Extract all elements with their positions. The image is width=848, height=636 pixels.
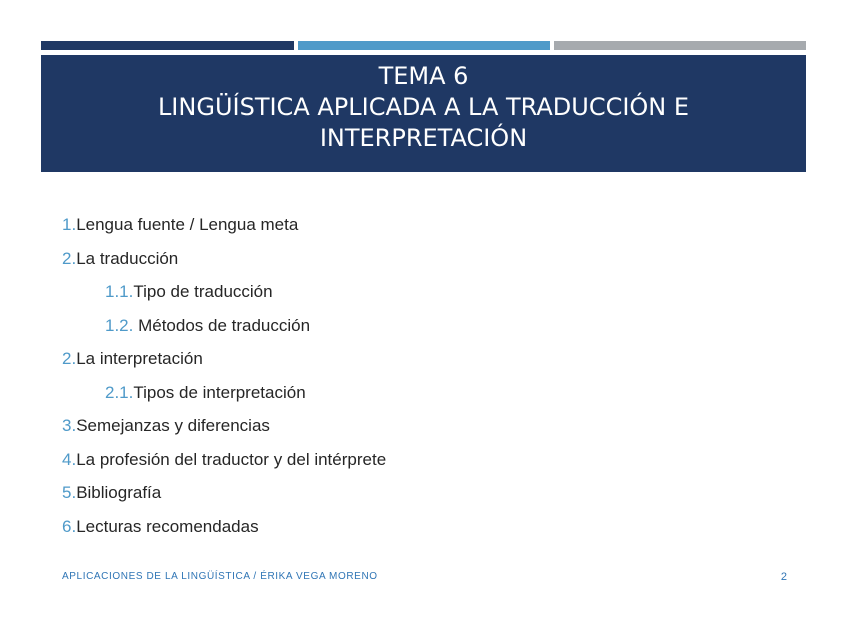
toc-text: Lengua fuente / Lengua meta xyxy=(76,215,299,234)
title-line-2: LINGÜÍSTICA APLICADA A LA TRADUCCIÓN E xyxy=(157,93,690,121)
toc-number: 2. xyxy=(62,349,77,368)
toc-text: Tipo de traducción xyxy=(133,282,273,301)
toc-text: Métodos de traducción xyxy=(133,315,311,335)
toc-number: 5. xyxy=(62,483,77,502)
toc-item xyxy=(62,412,762,446)
toc-number: 1.2. xyxy=(105,315,134,335)
toc-number: 6. xyxy=(62,516,77,536)
toc-item xyxy=(62,245,762,279)
footer-text: APLICACIONES DE LA LINGÜÍSTICA / ÉRIKA VEGA MORENO xyxy=(62,571,378,582)
toc-text: La profesión del traductor y del intérprete xyxy=(76,449,387,469)
toc-text: Lecturas recomendadas xyxy=(76,516,259,536)
toc-subitem xyxy=(62,379,762,413)
toc-number: 3. xyxy=(62,416,77,435)
toc-item xyxy=(62,345,762,379)
title-line-1: TEMA 6 xyxy=(378,62,469,90)
decorative-bar-dark xyxy=(41,41,294,50)
toc-subitem xyxy=(62,278,762,312)
toc-text: La interpretación xyxy=(76,349,203,368)
decorative-bar-blue xyxy=(298,41,550,50)
toc-text: La traducción xyxy=(76,248,179,268)
toc-item xyxy=(62,446,762,480)
toc-number: 2. xyxy=(62,248,77,268)
toc-number: 4. xyxy=(62,449,77,469)
toc-subitem xyxy=(62,312,762,346)
toc-number: 1. xyxy=(62,215,77,234)
page-number: 2 xyxy=(780,571,787,583)
toc-text: Semejanzas y diferencias xyxy=(76,416,270,435)
slide-title xyxy=(41,55,806,172)
decorative-bar-gray xyxy=(554,41,806,50)
toc-item xyxy=(62,211,762,245)
toc-text: Bibliografía xyxy=(76,483,162,502)
toc-number: 2.1. xyxy=(105,382,134,402)
title-line-3: INTERPRETACIÓN xyxy=(319,124,528,152)
toc-item xyxy=(62,479,762,513)
table-of-contents xyxy=(62,211,762,546)
toc-number: 1.1. xyxy=(105,282,134,301)
toc-item xyxy=(62,513,762,547)
toc-text: Tipos de interpretación xyxy=(133,382,306,402)
